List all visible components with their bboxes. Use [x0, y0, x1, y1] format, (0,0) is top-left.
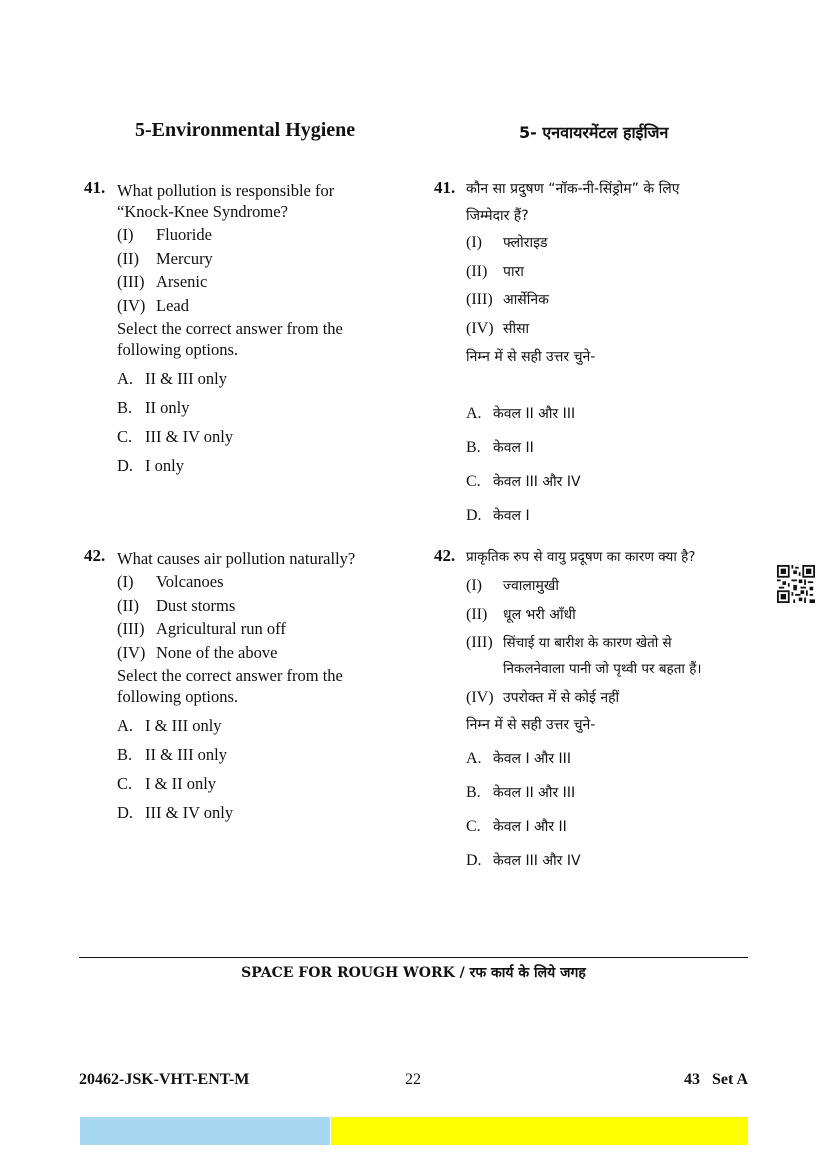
- list-item: (IV) सीसा: [466, 319, 530, 337]
- option-c: C. III & IV only: [117, 427, 234, 446]
- instruction-line: following options.: [117, 340, 239, 359]
- option-a: A. II & III only: [117, 369, 228, 388]
- q41-instruction-english: [117, 318, 343, 360]
- q41-line-1: What pollution is responsible for: [117, 181, 335, 200]
- option-d: D. III & IV only: [117, 803, 234, 822]
- option-d: D. केवल III और IV: [466, 852, 581, 869]
- list-item: (III) Arsenic: [117, 272, 208, 291]
- q41-items-english: [117, 224, 213, 318]
- divider: [79, 957, 748, 958]
- q42-options-english: [117, 715, 233, 831]
- list-item: (II) पारा: [466, 262, 524, 280]
- q41-items-hindi: [466, 233, 549, 347]
- qr-code-icon: [777, 565, 815, 603]
- instruction-line: following options.: [117, 687, 239, 706]
- list-item: (III) आर्सेनिक: [466, 291, 549, 308]
- section-title-hindi: 5- एनवायरमेंटल हाईजिन: [519, 123, 669, 142]
- option-b: B. केवल II और III: [466, 784, 576, 801]
- q42-number-hindi: 42.: [434, 546, 456, 565]
- option-b: B. केवल II: [466, 439, 534, 456]
- option-b: B. II only: [117, 398, 190, 417]
- option-b: B. II & III only: [117, 745, 228, 764]
- q41-line-2: “Knock-Knee Syndrome?: [117, 202, 288, 221]
- list-item: (I) Volcanoes: [117, 572, 224, 591]
- q42-instruction-english: [117, 665, 343, 707]
- option-c: C. I & II only: [117, 774, 217, 793]
- footer-color-bar-yellow: [331, 1117, 748, 1145]
- instruction-line: Select the correct answer from the: [117, 319, 343, 338]
- list-item: (II) Dust storms: [117, 595, 236, 615]
- section-title-english: 5-Environmental Hygiene: [135, 119, 356, 141]
- list-item: (IV) None of the above: [117, 642, 278, 662]
- list-item: निकलनेवाला पानी जो पृथ्वी पर बहता हैं।: [503, 661, 702, 677]
- q42-number-english: 42.: [84, 546, 106, 565]
- list-item: (II) Mercury: [117, 248, 213, 268]
- q42-options-hindi: [466, 749, 581, 885]
- list-item: (I) Fluoride: [117, 225, 212, 244]
- footer-color-bar-blue: [80, 1117, 330, 1145]
- option-a: A. केवल I और III: [466, 750, 571, 767]
- list-item: (III) Agricultural run off: [117, 619, 286, 638]
- q41-instruction-hindi: निम्न में से सही उत्तर चुने-: [466, 349, 596, 365]
- option-a: A. I & III only: [117, 716, 222, 735]
- q41-hi-line-1: कौन सा प्रदुषण “नॉक-नी-सिंड्रोम” के लिए: [466, 181, 680, 197]
- list-item: (IV) उपरोक्त में से कोई नहीं: [466, 689, 620, 706]
- option-a: A. केवल II और III: [466, 405, 576, 422]
- option-c: C. केवल I और II: [466, 818, 567, 835]
- option-c: C. केवल III और IV: [466, 473, 581, 490]
- q41-question-english: [117, 180, 334, 222]
- list-item: (I) ज्वालामुखी: [466, 577, 559, 594]
- set-label: 43 Set A: [684, 1071, 748, 1088]
- option-d: D. केवल I: [466, 507, 530, 524]
- q41-number-english: 41.: [84, 178, 106, 197]
- option-d: D. I only: [117, 456, 184, 475]
- instruction-line: Select the correct answer from the: [117, 666, 343, 685]
- rough-work-label: SPACE FOR ROUGH WORK / रफ कार्य के लिये जगह: [241, 965, 586, 981]
- q42-question-english: What causes air pollution naturally?: [117, 549, 356, 568]
- list-item: (III) सिंचाई या बारीश के कारण खेतो से: [466, 634, 672, 651]
- list-item: (IV) Lead: [117, 295, 189, 315]
- paper-code: 20462-JSK-VHT-ENT-M: [79, 1071, 250, 1088]
- list-item: (I) फ्लोराइड: [466, 234, 548, 251]
- q41-hi-line-2: जिम्मेदार हैं?: [466, 208, 529, 224]
- q41-question-hindi: [466, 179, 679, 226]
- q42-items-hindi: [466, 576, 702, 717]
- q41-options-english: [117, 368, 233, 484]
- list-item: (II) धूल भरी आँधी: [466, 605, 576, 623]
- q42-question-hindi: प्राकृतिक रुप से वायु प्रदूषण का कारण क्या है?: [466, 549, 696, 565]
- q42-items-english: [117, 571, 286, 665]
- q41-options-hindi: [466, 404, 581, 540]
- q42-instruction-hindi: निम्न में से सही उत्तर चुने-: [466, 717, 596, 733]
- q41-number-hindi: 41.: [434, 178, 456, 197]
- page-number: 22: [405, 1071, 421, 1088]
